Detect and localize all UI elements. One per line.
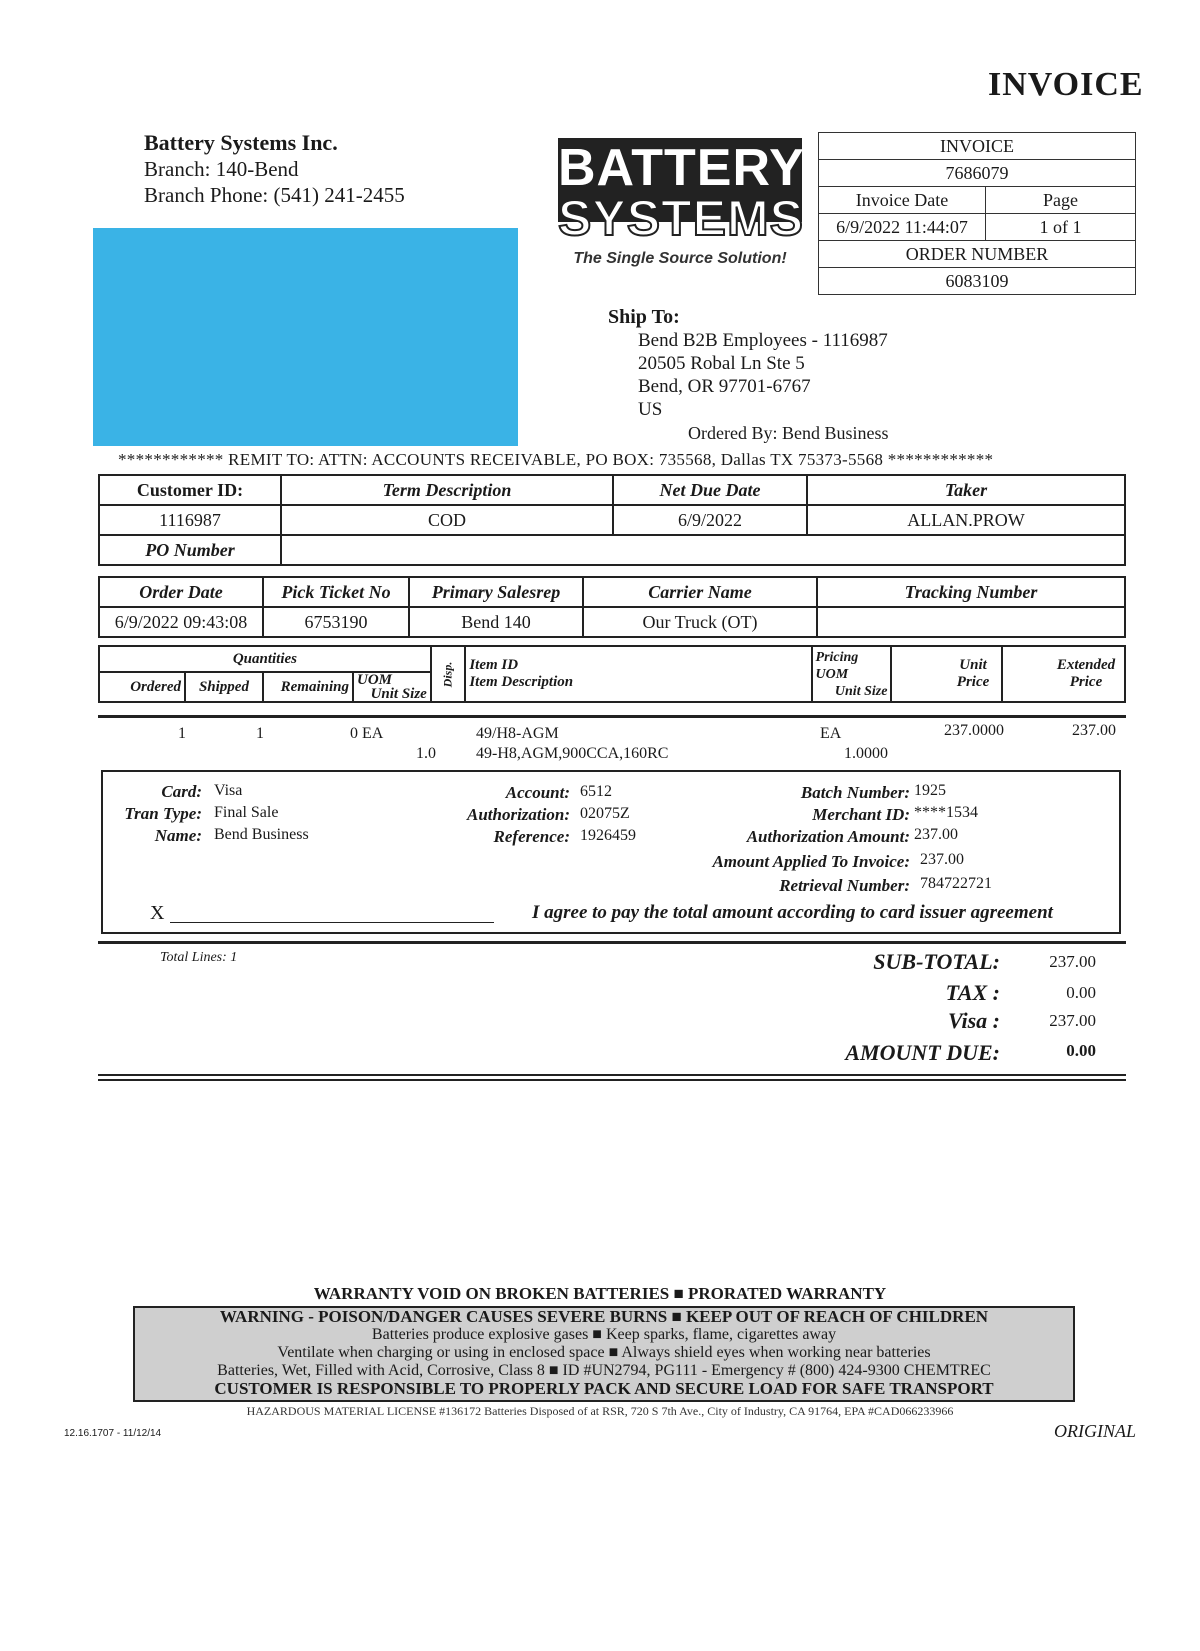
ordered-by: Ordered By: Bend Business (688, 423, 889, 443)
line-unit-price: 237.0000 (944, 722, 1004, 739)
warning-line1: WARNING - POISON/DANGER CAUSES SEVERE BURNS ■ KEEP OUT OF REACH OF CHILDREN (219, 1307, 989, 1326)
company-phone: Branch Phone: (541) 241-2455 (144, 183, 405, 207)
pick-ticket-label: Pick Ticket No (263, 577, 409, 607)
batch-value: 1925 (914, 782, 946, 799)
batch-label: Batch Number: (800, 783, 910, 802)
order-date-value: 6/9/2022 09:43:08 (99, 607, 263, 637)
pricing-label: Pricing (815, 649, 859, 665)
taker-label: Taker (807, 475, 1125, 505)
warning-line5: CUSTOMER IS RESPONSIBLE TO PROPERLY PACK AND SECURE LOAD FOR SAFE TRANSPORT (214, 1379, 994, 1398)
invoice-date-value: 6/9/2022 11:44:07 (819, 214, 986, 240)
auth-amount-label: Authorization Amount: (746, 827, 910, 846)
taker-value: ALLAN.PROW (807, 505, 1125, 535)
totals-top-rule (98, 941, 1126, 944)
tax-value: 0.00 (1066, 983, 1096, 1002)
line-remaining: 0 EA (350, 725, 384, 742)
po-number-value (281, 535, 1125, 565)
company-info (144, 130, 405, 208)
warning-line4: Batteries, Wet, Filled with Acid, Corrosive, Class 8 ■ ID #UN2794, PG111 - Emergency # (800) 424-9300 CHEMTREC (217, 1362, 991, 1379)
pick-ticket-value: 6753190 (263, 607, 409, 637)
retrieval-label: Retrieval Number: (779, 876, 910, 895)
net-due-value: 6/9/2022 (613, 505, 807, 535)
shipping-info-table (98, 576, 1126, 638)
order-number-label: ORDER NUMBER (905, 244, 1049, 264)
company-branch: Branch: 140-Bend (144, 157, 299, 181)
ship-to-line1: Bend B2B Employees - 1116987 (638, 330, 888, 351)
document-title: INVOICE (988, 66, 1144, 103)
visa-label: Visa : (948, 1008, 1000, 1033)
invoice-summary-box (818, 132, 1136, 295)
tran-type-value: Final Sale (214, 804, 279, 821)
visa-value: 237.00 (1049, 1011, 1096, 1030)
invoice-number: 7686079 (945, 163, 1009, 183)
order-info-table (98, 474, 1126, 566)
ship-to-label: Ship To: (608, 306, 680, 328)
copy-label: ORIGINAL (1054, 1421, 1136, 1441)
quantities-header: Quantities (99, 646, 431, 672)
name-label: Name: (154, 826, 202, 845)
logo-word-battery: BATTERY (558, 139, 805, 197)
po-number-label: PO Number (99, 535, 281, 565)
card-label: Card: (161, 782, 202, 801)
tracking-label: Tracking Number (817, 577, 1125, 607)
signature-x: X (150, 902, 165, 924)
account-label: Account: (505, 783, 570, 802)
total-lines-label: Total Lines: (160, 950, 227, 965)
unit-size-label: Unit Size (370, 686, 427, 702)
unit-price-header: Unit Price (891, 646, 1002, 702)
account-value: 6512 (580, 783, 612, 800)
tracking-value (817, 607, 1125, 637)
authorization-value: 02075Z (580, 805, 630, 822)
tran-type-label: Tran Type: (124, 804, 202, 823)
ship-to-block (608, 306, 888, 421)
warning-line2: Batteries produce explosive gases ■ Keep sparks, flame, cigarettes away (371, 1326, 837, 1343)
line-item-desc: 49-H8,AGM,900CCA,160RC (476, 745, 669, 762)
subtotal-label: SUB-TOTAL: (873, 949, 1000, 974)
term-label: Term Description (281, 475, 613, 505)
line-extended-price: 237.00 (1072, 722, 1116, 739)
salesrep-value: Bend 140 (409, 607, 583, 637)
amount-due-value: 0.00 (1066, 1041, 1096, 1060)
merchant-value: ****1534 (914, 804, 978, 821)
line-shipped: 1 (256, 725, 264, 742)
carrier-value: Our Truck (OT) (583, 607, 817, 637)
net-due-label: Net Due Date (613, 475, 807, 505)
signature-line[interactable] (170, 922, 494, 923)
customer-id-label: Customer ID: (99, 475, 281, 505)
authorization-label: Authorization: (467, 805, 570, 824)
applied-label: Amount Applied To Invoice: (712, 852, 910, 871)
line-unit-size: 1.0 (416, 745, 436, 762)
subtotal-value: 237.00 (1049, 952, 1096, 971)
hazard-warning-box (133, 1306, 1075, 1402)
card-value: Visa (214, 782, 243, 799)
invoice-date-label: Invoice Date (819, 187, 986, 213)
order-date-label: Order Date (99, 577, 263, 607)
total-lines (160, 950, 237, 966)
carrier-label: Carrier Name (583, 577, 817, 607)
page-label: Page (1043, 190, 1078, 210)
company-name: Battery Systems Inc. (144, 130, 338, 155)
uom-label: UOM (357, 672, 393, 688)
redaction-block (93, 228, 518, 446)
line-item-id: 49/H8-AGM (476, 725, 559, 742)
invoice-label: INVOICE (940, 136, 1014, 156)
company-logo (558, 138, 805, 278)
line-ordered: 1 (178, 725, 186, 742)
line-pricing-uom: EA (820, 725, 842, 742)
auth-amount-value: 237.00 (914, 826, 958, 843)
remaining-header: Remaining (263, 672, 353, 702)
ordered-header: Ordered (99, 672, 185, 702)
uom-header (353, 672, 431, 702)
line-items-rule (98, 715, 1126, 721)
customer-id-value: 1116987 (99, 505, 281, 535)
item-desc-header: Item Description (469, 674, 574, 690)
card-agreement: I agree to pay the total amount according to card issuer agreement (532, 902, 1053, 923)
warranty-notice: WARRANTY VOID ON BROKEN BATTERIES ■ PRORATED WARRANTY (313, 1284, 887, 1303)
pricing-uom-label: UOM (815, 666, 849, 682)
item-header (465, 646, 811, 702)
page-value: 1 of 1 (1039, 217, 1082, 237)
pricing-header (812, 646, 892, 702)
retrieval-value: 784722721 (920, 875, 992, 892)
ship-to-line2: 20505 Robal Ln Ste 5 (638, 353, 805, 374)
hazmat-license: HAZARDOUS MATERIAL LICENSE #136172 Batteries Disposed of at RSR, 720 S 7th Ave., City of Industry, CA 91764, EPA #CAD066233966 (246, 1404, 954, 1418)
tax-label: TAX : (945, 980, 1000, 1005)
form-number: 12.16.1707 - 11/12/14 (64, 1428, 162, 1439)
ship-to-line4: US (638, 399, 663, 420)
remit-to-line: ************ REMIT TO: ATTN: ACCOUNTS RECEIVABLE, PO BOX: 735568, Dallas TX 75373-5568 ************ (118, 450, 994, 469)
logo-tagline: The Single Source Solution! (573, 250, 787, 267)
warning-line3: Ventilate when charging or using in enclosed space ■ Always shield eyes when working near batteries (277, 1344, 931, 1361)
merchant-label: Merchant ID: (812, 805, 910, 824)
term-value: COD (281, 505, 613, 535)
totals-bottom-rule (98, 1074, 1126, 1081)
order-number: 6083109 (945, 271, 1009, 291)
amount-due-label: AMOUNT DUE: (845, 1040, 1000, 1065)
total-lines-value: 1 (230, 950, 238, 965)
name-value: Bend Business (214, 826, 309, 843)
shipped-header: Shipped (185, 672, 263, 702)
applied-value: 237.00 (920, 851, 964, 868)
pricing-unit-size-label: Unit Size (834, 683, 888, 699)
ship-to-line3: Bend, OR 97701-6767 (638, 376, 811, 397)
line-items-header (98, 645, 1126, 703)
salesrep-label: Primary Salesrep (409, 577, 583, 607)
logo-word-systems: SYSTEMS (558, 190, 804, 246)
extended-price-header: Extended Price (1002, 646, 1125, 702)
disp-header: Disp. (431, 646, 465, 702)
reference-value: 1926459 (580, 827, 636, 844)
item-id-header: Item ID (469, 657, 519, 673)
line-pricing-unit-size: 1.0000 (844, 745, 888, 762)
reference-label: Reference: (493, 827, 570, 846)
